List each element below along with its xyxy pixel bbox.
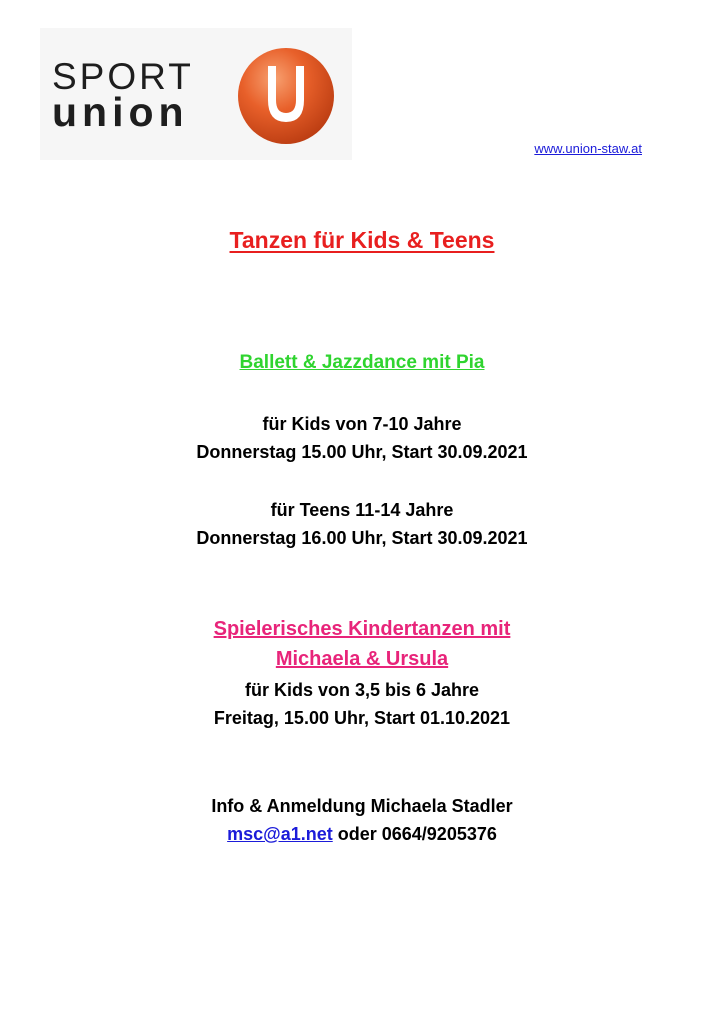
phone-number: 0664/9205376 <box>381 824 497 844</box>
info-section <box>0 792 724 848</box>
logo-word-sport: SPORT <box>52 56 194 97</box>
ballett-teens-time: Donnerstag 16.00 Uhr, Start 30.09.2021 <box>196 528 528 548</box>
ballett-teens-section <box>0 496 724 552</box>
ballett-kids-age: für Kids von 7-10 Jahre <box>262 414 462 434</box>
kindertanzen-time: Freitag, 15.00 Uhr, Start 01.10.2021 <box>213 708 511 728</box>
contact-connector: oder <box>332 824 382 844</box>
ballett-heading: Ballett & Jazzdance mit Pia <box>239 352 485 373</box>
kindertanzen-heading-line2: Michaela & Ursula <box>275 648 449 670</box>
union-u-logo-icon <box>236 46 336 146</box>
ballett-kids-section <box>0 410 724 466</box>
info-line: Info & Anmeldung Michaela Stadler <box>211 796 513 816</box>
email-link[interactable]: msc@a1.net <box>227 824 333 844</box>
kindertanzen-heading-line1: Spielerisches Kindertanzen mit <box>213 618 511 640</box>
contact-line <box>0 820 724 848</box>
kindertanzen-age: für Kids von 3,5 bis 6 Jahre <box>244 680 480 700</box>
ballett-teens-age: für Teens 11-14 Jahre <box>270 500 454 520</box>
logo-word-union: union <box>52 89 189 135</box>
ballett-kids-time: Donnerstag 15.00 Uhr, Start 30.09.2021 <box>196 442 528 462</box>
sport-union-logo <box>40 28 352 160</box>
kindertanzen-heading <box>0 614 724 674</box>
website-link[interactable]: www.union-staw.at <box>534 141 642 156</box>
page-title: Tanzen für Kids & Teens <box>229 227 495 253</box>
kindertanzen-section <box>0 676 724 732</box>
